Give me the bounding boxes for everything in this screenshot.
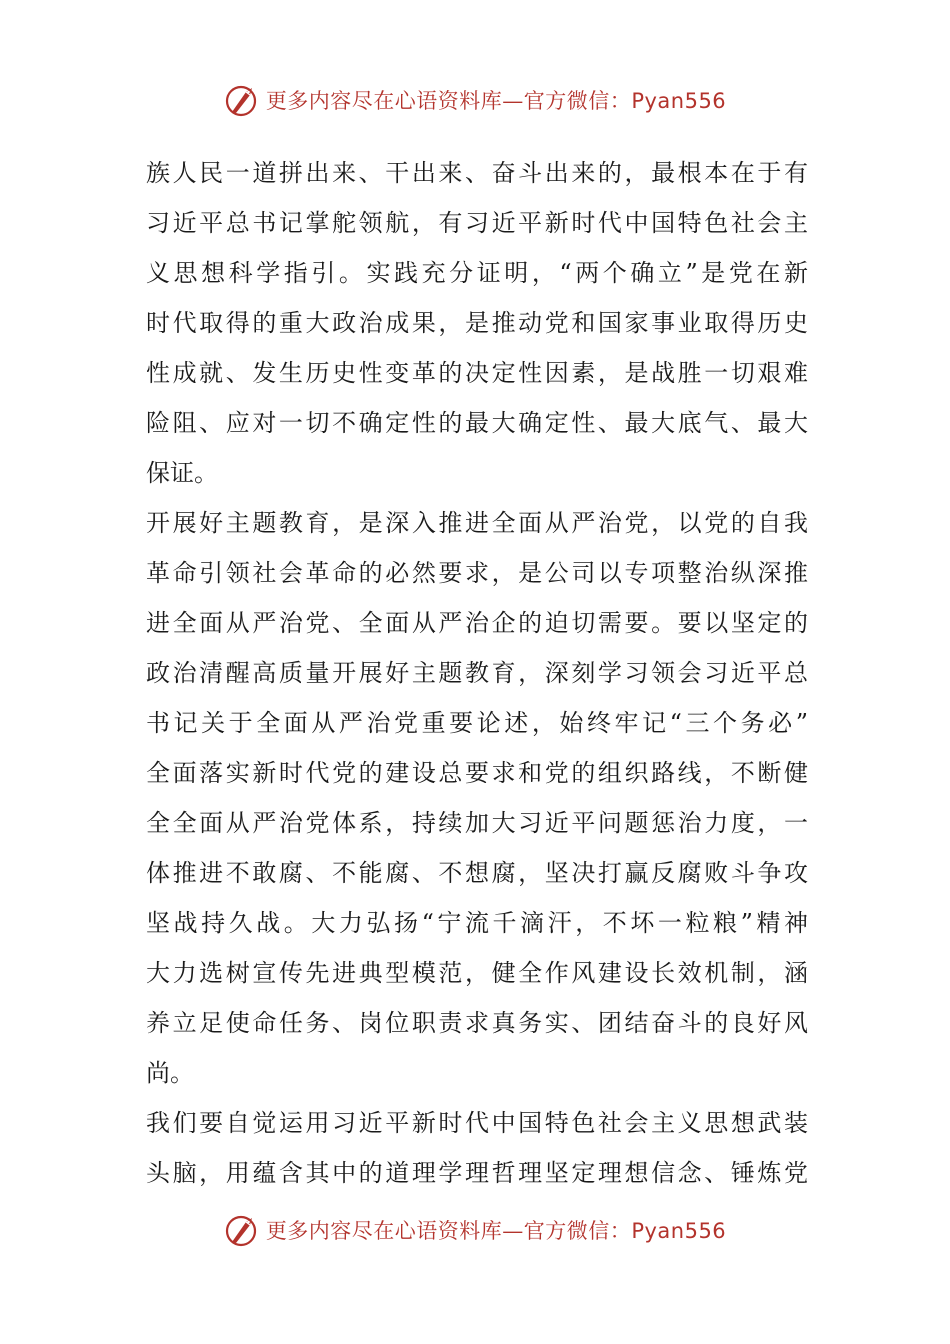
document-body	[146, 148, 808, 1198]
text-line: 大力选树宣传先进典型模范，健全作风建设长效机制，涵	[146, 959, 808, 987]
banner-text: 更多内容尽在心语资料库—官方微信：Pyan556	[265, 1219, 727, 1243]
text-line: 书记关于全面从严治党重要论述，始终牢记“三个务必”	[146, 709, 808, 737]
wechat-id: Pyan556	[631, 1219, 727, 1243]
text-line: 族人民一道拼出来、干出来、奋斗出来的，最根本在于有	[146, 159, 808, 187]
header-banner	[0, 78, 950, 122]
text-line: 义思想科学指引。实践充分证明，“两个确立”是党在新	[146, 259, 808, 287]
footer-banner	[0, 1208, 950, 1252]
text-line: 全面落实新时代党的建设总要求和党的组织路线，不断健	[146, 759, 808, 787]
banner-text: 更多内容尽在心语资料库—官方微信：Pyan556	[265, 89, 727, 113]
text-line: 开展好主题教育，是深入推进全面从严治党，以党的自我	[146, 509, 808, 537]
text-line: 进全面从严治党、全面从严治企的迫切需要。要以坚定的	[146, 609, 808, 637]
text-line: 性成就、发生历史性变革的决定性因素，是战胜一切艰难	[146, 359, 808, 387]
text-line: 保证。	[146, 459, 218, 487]
text-line: 时代取得的重大政治成果，是推动党和国家事业取得历史	[146, 309, 808, 337]
text-line: 尚。	[146, 1059, 194, 1087]
text-line: 政治清醒高质量开展好主题教育，深刻学习领会习近平总	[146, 659, 808, 687]
text-line: 头脑，用蕴含其中的道理学理哲理坚定理想信念、锤炼党	[146, 1159, 808, 1187]
text-line: 革命引领社会革命的必然要求，是公司以专项整治纵深推	[146, 559, 808, 587]
text-line: 险阻、应对一切不确定性的最大确定性、最大底气、最大	[146, 409, 808, 437]
pen-nib-circle-icon	[224, 1212, 260, 1248]
text-line: 全全面从严治党体系，持续加大习近平问题惩治力度，一	[146, 809, 808, 837]
text-line: 体推进不敢腐、不能腐、不想腐，坚决打赢反腐败斗争攻	[146, 859, 808, 887]
text-line: 养立足使命任务、岗位职责求真务实、团结奋斗的良好风	[146, 1009, 808, 1037]
text-line: 我们要自觉运用习近平新时代中国特色社会主义思想武装	[146, 1109, 808, 1137]
wechat-id: Pyan556	[631, 89, 727, 113]
text-line: 坚战持久战。大力弘扬“宁流千滴汗，不坏一粒粮”精神	[146, 909, 808, 937]
text-line: 习近平总书记掌舵领航，有习近平新时代中国特色社会主	[146, 209, 808, 237]
pen-nib-circle-icon	[224, 82, 260, 118]
